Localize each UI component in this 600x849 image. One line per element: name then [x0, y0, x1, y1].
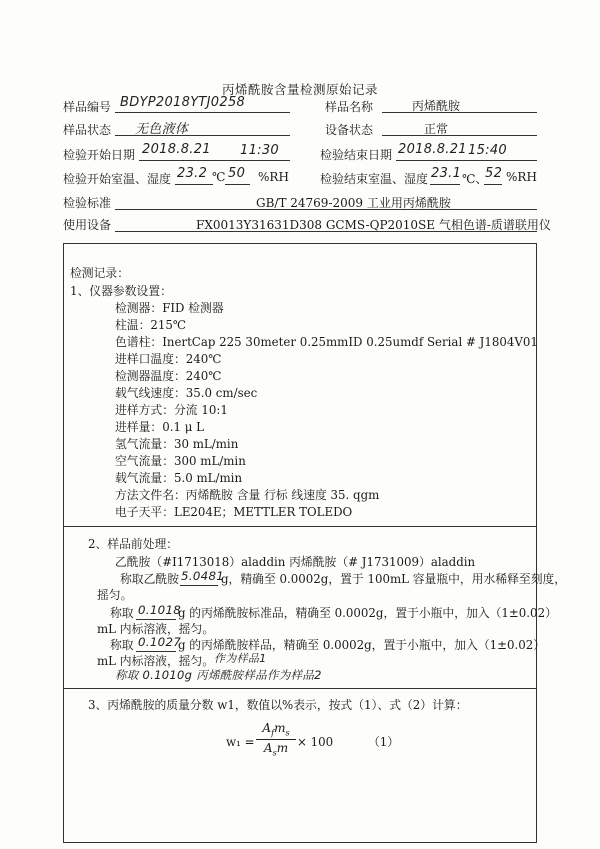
- start-temp-unit: ℃: [212, 170, 226, 184]
- handwritten-note-1: 作为样品1: [214, 652, 267, 665]
- end-date-label: 检验结束日期: [320, 148, 393, 162]
- param-detector-temp: 检测器温度：240℃: [115, 369, 222, 383]
- reagent-line: 乙酰胺（#I1713018）aladdin 丙烯酰胺（# J1731009）aladdin: [115, 555, 476, 569]
- standard-value: GB/T 24769-2009 工业用丙烯酰胺: [256, 196, 451, 210]
- handwritten-note-2: 称取 0.1010g 丙烯酰胺样品作为样品2: [115, 668, 322, 682]
- weigh3-tail: mL 内标溶液，摇匀。: [97, 654, 215, 668]
- weigh2-prefix: 称取: [110, 606, 134, 620]
- standard-label: 检验标准: [63, 196, 112, 210]
- param-inlet-temp: 进样口温度：240℃: [115, 352, 222, 366]
- end-date-underline: [396, 160, 537, 161]
- formula-lhs: w₁ =: [226, 735, 255, 749]
- start-date-value: 2018.8.21: [142, 142, 211, 157]
- weigh2-underline: [136, 619, 176, 620]
- weigh1-text: g，精确至 0.0002g，置于 100mL 容量瓶中，用水稀释至刻度，: [221, 572, 567, 586]
- weigh3-text: g 的丙烯酰胺样品，精确至 0.0002g，置于小瓶中，加入（1±0.02）: [178, 638, 546, 652]
- param-linear-velocity: 载气线速度：35.0 cm/sec: [115, 386, 258, 400]
- end-hum-unit: %RH: [506, 170, 537, 184]
- weigh2-value: 0.1018: [138, 603, 182, 617]
- sample-no-underline: [115, 112, 290, 113]
- section2-title: 2、样品前处理：: [88, 537, 179, 551]
- start-date-underline: [139, 160, 290, 161]
- param-air-flow: 空气流量：300 mL/min: [115, 454, 246, 468]
- param-balance: 电子天平：LE204E；METTLER TOLEDO: [115, 505, 353, 519]
- start-env-label: 检验开始室温、湿度: [63, 172, 172, 186]
- start-date-label: 检验开始日期: [63, 148, 136, 162]
- end-temp-unit: ℃、: [462, 172, 488, 186]
- param-carrier-flow: 载气流量：5.0 mL/min: [115, 471, 243, 485]
- device-state-value: 正常: [424, 122, 449, 136]
- weigh3-prefix: 称取: [110, 638, 134, 652]
- param-column-temp: 柱温：215℃: [115, 318, 187, 332]
- param-hydrogen-flow: 氢气流量：30 mL/min: [115, 437, 239, 451]
- section-divider-1: [63, 526, 537, 527]
- start-temp-value: 23.2: [177, 166, 208, 181]
- sample-no-label: 样品编号: [63, 100, 112, 114]
- formula-numerator: $A_fm_s$: [262, 721, 290, 738]
- sample-state-value: 无色液体: [135, 122, 189, 137]
- end-temp-value: 23.1: [431, 166, 462, 181]
- section3-title: 3、丙烯酰胺的质量分数 w1，数值以%表示，按式（1）、式（2）计算：: [88, 698, 468, 712]
- start-time-value: 11:30: [240, 143, 279, 158]
- sample-name-value: 丙烯酰胺: [412, 99, 461, 113]
- weigh3-value: 0.1027: [138, 635, 182, 649]
- param-method-file: 方法文件名：丙烯酰胺 含量 行标 线速度 35. qgm: [115, 488, 380, 502]
- start-temp-underline: [175, 184, 213, 185]
- end-env-label: 检验结束室温、湿度: [320, 172, 429, 186]
- weigh1-value: 5.0481: [181, 569, 225, 583]
- device-state-underline: [382, 135, 537, 136]
- page-title: 丙烯酰胺含量检测原始记录: [221, 82, 378, 97]
- weigh2-tail: mL 内标溶液，摇匀。: [97, 622, 215, 636]
- start-hum-unit: %RH: [258, 170, 289, 184]
- formula-number: （1）: [368, 735, 400, 749]
- formula-denominator: $A_sm$: [263, 741, 289, 758]
- instrument-value: FX0013Y31631D308 GCMS-QP2010SE 气相色谱-质谱联用仪: [196, 218, 551, 232]
- end-date-value: 2018.8.21: [398, 142, 467, 157]
- device-state-label: 设备状态: [325, 123, 374, 137]
- sample-state-label: 样品状态: [63, 123, 112, 137]
- sample-name-label: 样品名称: [325, 100, 374, 114]
- weigh3-underline: [136, 651, 176, 652]
- end-hum-underline: [484, 184, 502, 185]
- end-time-value: 15:40: [468, 143, 507, 158]
- start-hum-underline: [225, 184, 250, 185]
- end-hum-value: 52: [485, 166, 503, 181]
- weigh1-prefix: 称取乙酰胺: [120, 572, 179, 586]
- formula-tail: × 100: [297, 735, 334, 749]
- param-injection-volume: 进样量：0.1 μ L: [115, 420, 204, 434]
- param-detector: 检测器：FID 检测器: [115, 301, 224, 315]
- section1-title: 1、仪器参数设置：: [70, 284, 172, 298]
- instrument-label: 使用设备: [63, 218, 112, 232]
- weigh2-text: g 的丙烯酰胺标准品，精确至 0.0002g，置于小瓶中，加入（1±0.02）: [178, 606, 557, 620]
- formula-fraction-bar: [256, 739, 296, 740]
- end-temp-underline: [430, 184, 460, 185]
- record-heading: 检测记录：: [70, 266, 129, 280]
- start-hum-value: 50: [228, 166, 246, 181]
- sample-no-value: BDYP2018YTJ0258: [120, 95, 246, 110]
- weigh1-tail: 摇匀。: [97, 588, 133, 602]
- weigh1-underline: [180, 585, 218, 586]
- section-divider-2: [63, 688, 537, 689]
- param-injection-mode: 进样方式：分流 10:1: [115, 403, 228, 417]
- param-column: 色谱柱：InertCap 225 30meter 0.25mmID 0.25umdf Serial # J1804V01: [115, 335, 538, 349]
